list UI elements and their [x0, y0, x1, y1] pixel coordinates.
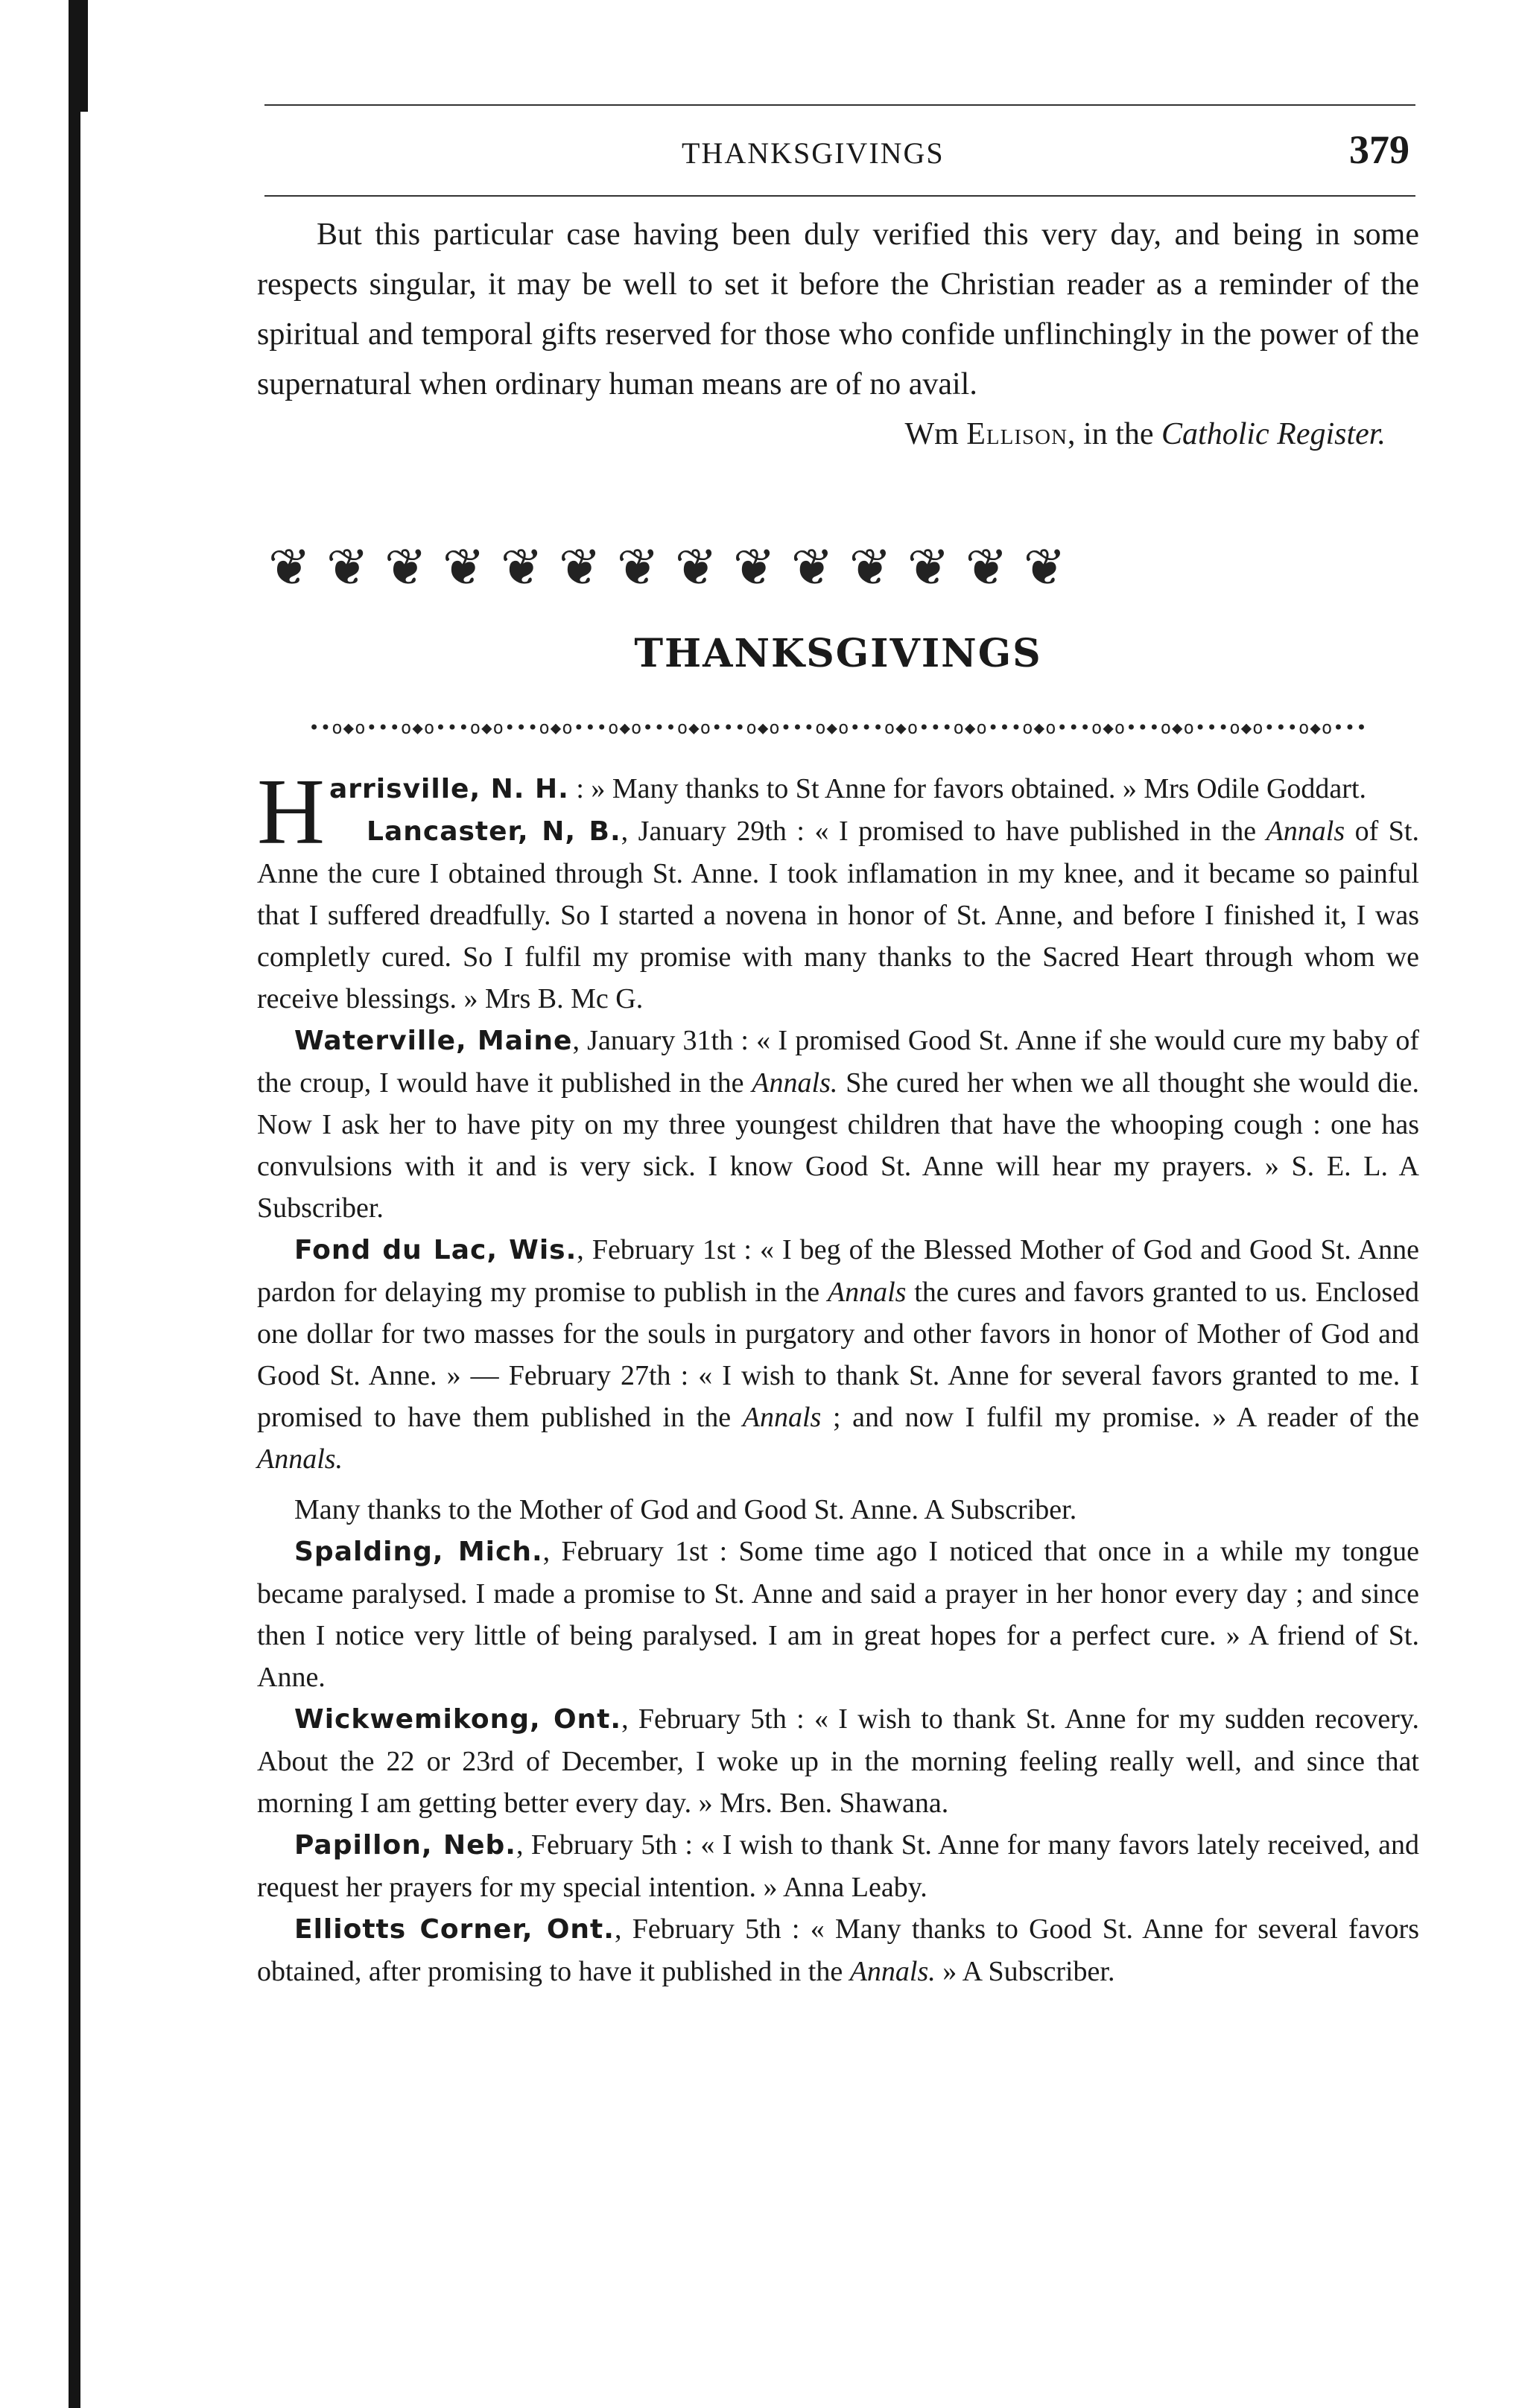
entry-fond-du-lac [257, 1229, 1419, 1480]
page [257, 89, 1419, 1992]
signature-prefix: Wm [904, 417, 959, 451]
entry-text: , January 29th : « I promised to have published in the [621, 816, 1266, 847]
intro-paragraph [257, 210, 1419, 410]
ornament-glyphs: ❦ ❦ ❦ ❦ ❦ ❦ ❦ ❦ ❦ ❦ ❦ ❦ ❦ ❦ [268, 539, 1068, 596]
entry-italic: Annals. [752, 1067, 838, 1099]
entry-text: , January 31th : « I promised Good St. Anne if she would cure my baby of the croup, I would have it published in the [257, 1025, 1419, 1099]
entry-italic: Annals. [849, 1956, 936, 1987]
entry-text: of St. Anne the cure I obtained through St. Anne. I took inflamation in my knee, and it became so painful that I suffered dreadfully. So I started a novena in honor of St. Anne, and before I finished it, I was completly cured. So I fulfil my promise with many thanks to the Sacred Heart through whom we receive blessings. » Mrs B. Mc G. [257, 816, 1419, 1014]
entry-elliotts-corner [257, 1908, 1419, 1992]
entry-text: » A Subscriber. [935, 1956, 1115, 1987]
running-head-title: THANKSGIVINGS [682, 136, 945, 170]
signature-source: Catholic Register. [1161, 417, 1386, 451]
running-head [264, 104, 1415, 197]
entry-text: the cures and favors granted to us. Enclosed one dollar for two masses for the souls in purgatory and other favors in honor of Mother of God and Good St. Anne. » — February 27th : « I wish to thank St. Anne for several favors granted to me. I promised to have them published in the [257, 1277, 1419, 1433]
thanksgiving-entries [257, 760, 1419, 1992]
entry-text: ; and now I fulfil my promise. » A reader of the [821, 1402, 1419, 1433]
entry-text: , February 1st : « I beg of the Blessed Mother of God and Good St. Anne pardon for delaying my promise to publish in the [257, 1234, 1419, 1308]
entry-italic: Annals [1266, 816, 1345, 847]
entry-spalding [257, 1531, 1419, 1698]
entry-text: , February 5th : « Many thanks to Good St. Anne for several favors obtained, after promising to have it published in the [257, 1913, 1419, 1987]
entry-italic: Annals [827, 1277, 907, 1308]
entry-text: She cured her when we all thought she would die. Now I ask her to have pity on my three youngest children that have the whooping cough : one has convulsions with it and is very sick. I know Good St. Anne will hear my prayers. » S. E. L. A Subscriber. [257, 1067, 1419, 1224]
entry-place: Fond du Lac, Wis. [294, 1235, 577, 1265]
intro-paragraph-text: But this particular case having been duly verified this very day, and being in some respects singular, it may be well to set it before the Christian reader as a reminder of the spiritual and temporal gifts reserved for those who confide unflinchingly in the power of the supernatural when ordinary human means are of no avail. [257, 217, 1419, 401]
entry-papillon [257, 1824, 1419, 1908]
drop-cap: H [257, 760, 325, 864]
entry-place: Lancaster, N, B. [367, 816, 621, 847]
entry-lancaster [257, 810, 1419, 1020]
ornament-divider [257, 534, 1419, 601]
entry-place: Papillon, Neb. [294, 1830, 516, 1861]
signature-middle: , in the [1068, 417, 1154, 451]
entry-text: , February 5th : « I wish to thank St. Anne for many favors lately received, and request her prayers for my special intention. » Anna Leaby. [257, 1829, 1419, 1903]
signature-name: Ellison [966, 417, 1068, 451]
signature [257, 410, 1419, 460]
entry-text: Many thanks to the Mother of God and Good St. Anne. A Subscriber. [294, 1494, 1077, 1525]
entry-wickwemikong [257, 1698, 1419, 1824]
entry-italic: Annals [742, 1402, 822, 1433]
entry-place: arrisville, N. H. [329, 774, 569, 804]
entry-plain [257, 1489, 1419, 1531]
binding-edge [69, 0, 80, 2408]
page-number: 379 [1349, 127, 1409, 172]
dotted-rule: ••o◆o•••o◆o•••o◆o•••o◆o•••o◆o•••o◆o•••o◆o•••o◆o•••o◆o•••o◆o•••o◆o•••o◆o•••o◆o•••o◆o•••o◆o••• [308, 717, 1368, 738]
entry-place: Elliotts Corner, Ont. [294, 1914, 615, 1945]
entry-place: Wickwemikong, Ont. [294, 1704, 622, 1735]
entry-italic: Annals. [257, 1443, 343, 1475]
entry-place: Spalding, Mich. [294, 1537, 543, 1567]
entry-text: , February 1st : Some time ago I noticed that once in a while my tongue became paralysed. I made a promise to St. Anne and said a prayer in her honor every day ; and since then I notice very little of being paralysed. I am in great hopes for a perfect cure. » A friend of St. Anne. [257, 1536, 1419, 1693]
entry-text: : » Many thanks to St Anne for favors obtained. » Mrs Odile Goddart. [568, 773, 1367, 804]
entry-waterville [257, 1020, 1419, 1229]
section-title: THANKSGIVINGS [634, 631, 1042, 676]
binding-edge-top [69, 0, 88, 112]
entry-place: Waterville, Maine [294, 1026, 573, 1056]
entry-text: , February 5th : « I wish to thank St. Anne for my sudden recovery. About the 22 or 23rd of December, I woke up in the morning feeling really well, and since that morning I am getting better every day. » Mrs. Ben. Shawana. [257, 1703, 1419, 1819]
